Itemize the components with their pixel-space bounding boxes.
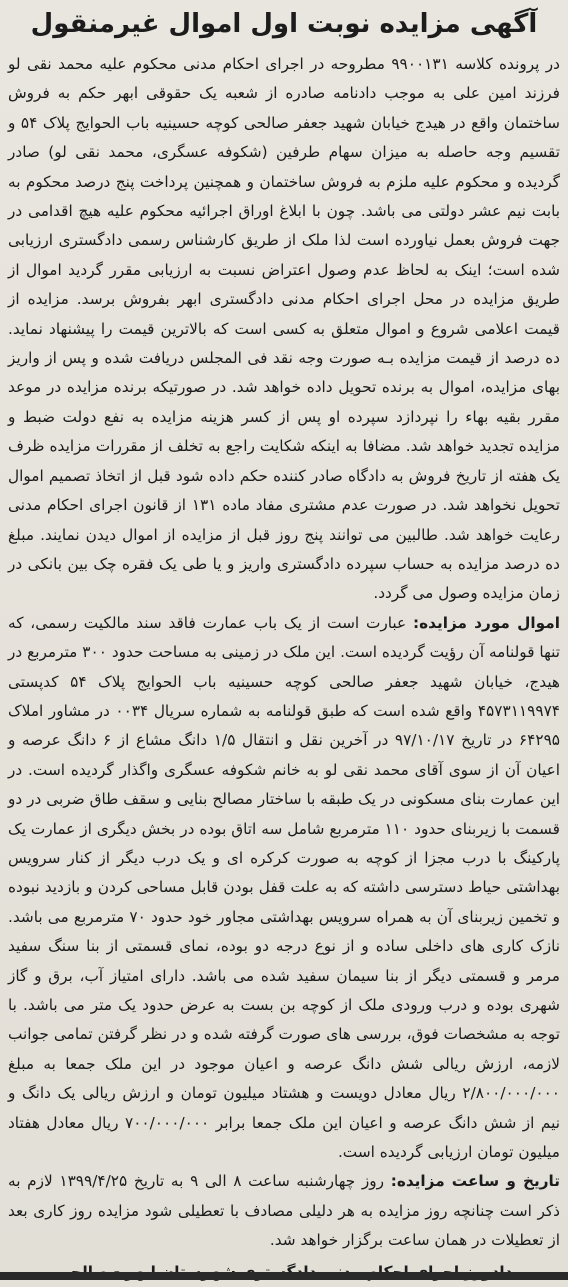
property-paragraph bbox=[8, 609, 560, 1168]
bottom-border bbox=[0, 1272, 568, 1280]
date-heading: تاریخ و ساعت مزایده: bbox=[390, 1172, 561, 1191]
intro-paragraph: در پرونده کلاسه ۹۹۰۰۱۳۱ مطروحه در اجرای احکام مدنی محکوم علیه محمد نقی لو فرزند امین علی به موجب دادنامه صادره از شعبه یک حقوقی ابهر حکم به فروش ساختمان واقع در هیدج خیابان شهید جعفر صالحی کوچه حسینیه باب الحوایج پلاک ۵۴ و تقسیم وجه حاصله به میزان سهام طرفین (شکوفه عسگری، محمد نقی لو) صادر گردیده و محکوم علیه ملزم به فروش ساختمان و همچنین پرداخت پنج درصد محکوم به بابت نیم عشر دولتی می باشد. چون با ابلاغ اوراق اجرائیه محکوم علیه هیچ اقدامی در جهت فروش بعمل نیاورده است لذا ملک از طریق کارشناس رسمی دادگستری ارزیابی شده است؛ اینک به لحاظ عدم وصول اعتراض نسبت به ارزیابی مقرر گردید اموال از طریق مزایده در محل اجرای احکام مدنی دادگستری ابهر بفروش برسد. مزایده از قیمت اعلامی شروع و اموال متعلق به کسی است که بالاترین قیمت را پیشنهاد نماید. ده درصد از قیمت مزایده بـه صورت وجه نقد فی المجلس دریافت شده و پس از واریز بهای مزایده، اموال به برنده تحویل داده خواهد شد. در صورتیکه برنده مزایده در موعد مقرر بقیه بهاء را نپردازد سپرده او پس از کسر هزینه مزایده به نفع دولت ضبط و مزایده تجدید خواهد شد. مضافا به اینکه شکایت راجع به تخلف از مقررات مزایده ظرف یک هفته از تاریخ فروش به دادگاه صادر کننده حکم داده شود قبل از اتخاذ تصمیم اموال تحویل نخواهد شد. در صورت عدم مشتری مفاد ماده ۱۳۱ از قانون اجرای احکام مدنی رعایت خواهد شد. طالبین می توانند پنج روز قبل از مزایده از اموال دیدن نمایند. مبلغ ده درصد مزایده به حساب سپرده دادگستری واریز و یا طی یک فقره چک بین بانکی در زمان مزایده وصول می گردد. bbox=[8, 55, 560, 603]
property-heading: اموال مورد مزایده: bbox=[412, 613, 560, 632]
date-paragraph bbox=[8, 1167, 560, 1255]
notice-title: آگهی مزایده نوبت اول اموال غیرمنقول bbox=[30, 9, 538, 39]
date-text: روز چهارشنبه ساعت ۸ الی ۹ به تاریخ ۱۳۹۹/۴/۲۵ لازم به ذکر است چنانچه روز مزایده به هر دلیلی مصادف با تعطیلی شود مزایده روز کاری بعد از تعطیلات در همان ساعت برگزار خواهد شد. bbox=[8, 1172, 560, 1250]
notice-body bbox=[8, 50, 560, 1256]
property-text: عبارت است از یک باب عمارت فاقد سند مالکیت رسمی، که تنها قولنامه آن رؤیت گردیده است. این ملک در زمینی به مساحت حدود ۳۰۰ مترمربع در هیدج، خیابان شهید جعفر صالحی کوچه حسینیه باب الحوایج پلاک ۵۴ کدپستی ۴۵۷۳۱۱۹۹۷۴ واقع شده است که طبق قولنامه به شماره سریال ۰۰۳۴ در مشاور املاک ۶۴۲۹۵ در تاریخ ۹۷/۱۰/۱۷ در آخرین نقل و انتقال ۱/۵ دانگ مشاع از ۶ دانگ عرصه و اعیان آن از سوی آقای محمد نقی لو به خانم شکوفه عسگری واگذار گردیده است. در این عمارت بنای مسکونی در یک طبقه با ساختار مصالح بنایی و سقف طاق ضربی در دو قسمت با زیربنای حدود ۱۱۰ مترمربع شامل سه اتاق بوده در بخش دیگری از عمارت یک پارکینگ با درب مجزا از کوچه به صورت کرکره ای و یک درب دیگر از کنار سرویس بهداشتی حیاط دسترسی داشته که به علت قفل بودن قابل مساحی کردن و بازدید نبوده و تخمین زیربنای آن به همراه سرویس بهداشتی مجاور خود حدود ۷۰ مترمربع می باشد. نازک کاری های داخلی ساده و از نوع درجه دو بوده، نمای قسمتی از بنا سنگ سفید مرمر و قسمتی دیگر از بنا سیمان سفید شده می باشد. دارای امتیاز آب، برق و گاز شهری بوده و درب ورودی ملک از کوچه بن بست به عرض حدود یک متر می باشد. با توجه به مشخصات فوق، بررسی های صورت گرفته شده و در نظر گرفتن تمامی جوانب لازمه، ارزش ریالی شش دانگ عرصه و اعیان موجود در این ملک جمعا به مبلغ ۲/۸۰۰/۰۰۰/۰۰۰ ریال معادل دویست و هشتاد میلیون تومان و ارزش ریالی یک دانگ و نیم از شش دانگ عرصه و اعیان این ملک جمعا برابر ۷۰۰/۰۰۰/۰۰۰ ریال معادل هفتاد میلیون تومان ارزیابی گردیده است. bbox=[8, 613, 561, 1162]
